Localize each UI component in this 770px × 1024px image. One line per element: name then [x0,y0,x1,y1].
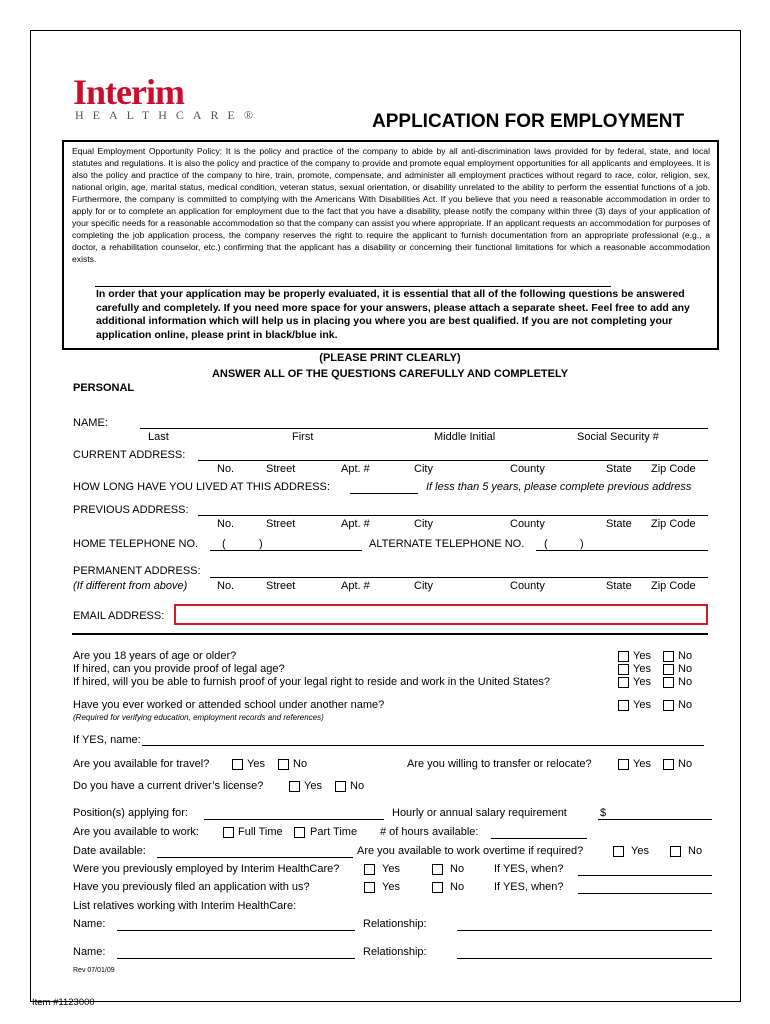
q-other-name-note: (Required for verifying education, employment records and references) [73,713,324,722]
q-relocate: Are you willing to transfer or relocate? [407,758,592,770]
q-travel: Are you available for travel? [73,758,210,770]
legal-right-yes-label: Yes [633,676,651,688]
date-available-input-line[interactable] [157,857,353,858]
relative-1-relationship-input-line[interactable] [457,930,712,931]
travel-no-checkbox[interactable] [278,759,289,770]
prev-filed-no-label: No [450,881,465,893]
current-apt-caption: Apt. # [341,463,370,475]
prev-filed-yes-checkbox[interactable] [364,882,375,893]
full-time-label: Full Time [238,826,283,838]
relocate-no-checkbox[interactable] [663,759,674,770]
revision-label: Rev 07/01/09 [73,967,115,974]
current-state-caption: State [606,463,632,475]
current-county-caption: County [510,463,545,475]
logo-wordmark: Interim [73,72,184,112]
legal-age-yes-label: Yes [633,663,651,675]
section-divider [72,633,708,635]
relocate-yes-label: Yes [633,758,651,770]
full-time-checkbox[interactable] [223,827,234,838]
age-yes-label: Yes [633,650,651,662]
age-no-label: No [678,650,693,662]
prev-employed-no-checkbox[interactable] [432,864,443,875]
part-time-checkbox[interactable] [294,827,305,838]
salary-label: Hourly or annual salary requirement [392,807,567,819]
print-clearly-heading: (PLEASE PRINT CLEARLY) [319,352,461,364]
previous-zip-caption: Zip Code [651,518,696,530]
page-title: APPLICATION FOR EMPLOYMENT [372,111,685,132]
hours-label: # of hours available: [380,826,479,838]
relatives-label: List relatives working with Interim HealthCare: [73,900,297,912]
name-middle-caption: Middle Initial [434,431,496,443]
relative-2-name-input-line[interactable] [117,958,355,959]
legal-right-no-label: No [678,676,693,688]
license-no-label: No [350,780,365,792]
previous-street-caption: Street [266,518,296,530]
alt-phone-paren-close: ) [580,538,584,550]
license-no-checkbox[interactable] [335,781,346,792]
answer-all-heading: ANSWER ALL OF THE QUESTIONS CAREFULLY AND COMPLETELY [211,368,569,380]
legal-age-no-checkbox[interactable] [663,664,674,675]
item-number: Item #1123000 [32,997,95,1008]
permanent-street-caption: Street [266,580,296,592]
prev-employed-when-input-line[interactable] [578,875,712,876]
permanent-apt-caption: Apt. # [341,580,370,592]
q-prev-filed: Have you previously filed an application with us? [73,881,310,893]
age-no-checkbox[interactable] [663,651,674,662]
position-input-line[interactable] [204,819,384,820]
previous-address-input-line[interactable] [198,515,708,516]
date-available-label: Date available: [73,845,146,857]
permanent-zip-caption: Zip Code [651,580,696,592]
part-time-label: Part Time [310,826,358,838]
travel-no-label: No [293,758,308,770]
relocate-no-label: No [678,758,693,770]
relative-1-name-label: Name: [73,918,106,930]
q-overtime: Are you available to work overtime if required? [357,845,584,857]
license-yes-checkbox[interactable] [289,781,300,792]
permanent-no-caption: No. [217,580,235,592]
q-age: Are you 18 years of age or older? [73,650,237,662]
q-other-name: Have you ever worked or attended school under another name? [73,699,385,711]
overtime-no-checkbox[interactable] [670,846,681,857]
prev-filed-yes-label: Yes [382,881,400,893]
personal-heading: PERSONAL [73,382,135,394]
name-first-caption: First [292,431,314,443]
current-city-caption: City [414,463,433,475]
permanent-address-label: PERMANENT ADDRESS: [73,565,201,577]
home-phone-paren-open: ( [222,538,226,550]
prev-employed-no-label: No [450,863,465,875]
permanent-state-caption: State [606,580,632,592]
relative-1-name-input-line[interactable] [117,930,355,931]
name-last-caption: Last [148,431,169,443]
eeo-policy-text: Equal Employment Opportunity Policy: It is the policy and practice of the company to abide by all anti-discrimination laws provided for by federal, state, and local statutes and regulations. It is also the policy and practice of the company to provide and promote equal employment opportunities for all applicants and employees. It is also the policy and practice of the company to hire, train, promote, compensate, and administer all employment practices without regard to race, color, religion, sex, national origin, age, marital status, medical condition, veteran status, sexual orientation, or disability unrelated to the ability to perform the essential functions of a job. Furthermore, the company is committed to complying with the Americans With Disabilities Act. If you believe that you need a reasonable accommodation in order to apply for or to complete an application for employment due to the fact that you have a disability, please notify the company within three (3) days of your application of your specific needs for a reasonable accommodation so that the company can assist you where appropriate. If an applicant requests an accommodation for purposes of completing the job application process, the company reserves the right to require the applicant to furnish documentation from an appropriate professional (e.g., a doctor, a rehabilitation counselor, etc.) confirming that the applicant has a disability or concerning their functional limitations for which a reasonable accommodation exists. [72,146,710,265]
prev-filed-when-input-line[interactable] [578,893,712,894]
q-prev-employed: Were you previously employed by Interim HealthCare? [73,863,340,875]
previous-state-caption: State [606,518,632,530]
available-work-label: Are you available to work: [73,826,199,838]
previous-no-caption: No. [217,518,235,530]
name-input-line[interactable] [140,428,708,429]
q-legal-right: If hired, will you be able to furnish proof of your legal right to reside and work in the United States? [73,676,550,688]
overtime-yes-checkbox[interactable] [613,846,624,857]
prev-filed-no-checkbox[interactable] [432,882,443,893]
email-input[interactable] [174,604,708,625]
if-yes-name-label: If YES, name: [73,734,141,746]
prev-employed-yes-checkbox[interactable] [364,864,375,875]
salary-dollar-sign: $ [600,807,607,819]
other-name-yes-label: Yes [633,699,651,711]
home-phone-input-line[interactable] [210,550,362,551]
prev-employed-when-label: If YES, when? [494,863,564,875]
alt-phone-label: ALTERNATE TELEPHONE NO. [369,538,525,550]
name-ssn-caption: Social Security # [577,431,659,443]
other-name-no-label: No [678,699,693,711]
license-yes-label: Yes [304,780,322,792]
age-yes-checkbox[interactable] [618,651,629,662]
permanent-county-caption: County [510,580,545,592]
current-zip-caption: Zip Code [651,463,696,475]
previous-address-label: PREVIOUS ADDRESS: [73,504,189,516]
legal-age-yes-checkbox[interactable] [618,664,629,675]
name-label: NAME: [73,417,108,429]
position-label: Position(s) applying for: [73,807,188,819]
relocate-yes-checkbox[interactable] [618,759,629,770]
if-less-note: If less than 5 years, please complete previous address [426,481,692,493]
relative-2-relationship-label: Relationship: [363,946,427,958]
previous-county-caption: County [510,518,545,530]
how-long-input-line[interactable] [350,493,418,494]
hours-input-line[interactable] [491,838,587,839]
prev-filed-when-label: If YES, when? [494,881,564,893]
policy-divider [95,286,611,287]
legal-right-yes-checkbox[interactable] [618,677,629,688]
relative-2-relationship-input-line[interactable] [457,958,712,959]
company-logo [73,72,263,126]
permanent-address-input-line[interactable] [210,577,708,578]
q-legal-age: If hired, can you provide proof of legal age? [73,663,285,675]
how-long-label: HOW LONG HAVE YOU LIVED AT THIS ADDRESS: [73,481,330,493]
relative-1-relationship-label: Relationship: [363,918,427,930]
email-label: EMAIL ADDRESS: [73,610,165,622]
prev-employed-yes-label: Yes [382,863,400,875]
if-different-note: (If different from above) [73,580,188,592]
overtime-yes-label: Yes [631,845,649,857]
overtime-no-label: No [688,845,703,857]
current-street-caption: Street [266,463,296,475]
current-address-input-line[interactable] [198,460,708,461]
home-phone-paren-close: ) [259,538,263,550]
legal-right-no-checkbox[interactable] [663,677,674,688]
travel-yes-checkbox[interactable] [232,759,243,770]
previous-apt-caption: Apt. # [341,518,370,530]
q-license: Do you have a current driver’s license? [73,780,264,792]
current-no-caption: No. [217,463,235,475]
instructions-text: In order that your application may be properly evaluated, it is essential that all of the following questions be answered carefully and completely. If you need more space for your answers, please attach a separate sheet. Feel free to add any additional information which will help us in placing you where you are best qualified. If you are not completing your application online, please print in black/blue ink. [96,288,690,341]
alt-phone-paren-open: ( [544,538,548,550]
relative-2-name-label: Name: [73,946,106,958]
salary-input-line[interactable] [598,819,712,820]
alt-phone-input-line[interactable] [536,550,708,551]
if-yes-name-input-line[interactable] [142,745,704,746]
other-name-no-checkbox[interactable] [663,700,674,711]
current-address-label: CURRENT ADDRESS: [73,449,186,461]
travel-yes-label: Yes [247,758,265,770]
other-name-yes-checkbox[interactable] [618,700,629,711]
logo-subtitle: HEALTHCARE® [75,108,263,122]
previous-city-caption: City [414,518,433,530]
home-phone-label: HOME TELEPHONE NO. [73,538,199,550]
legal-age-no-label: No [678,663,693,675]
permanent-city-caption: City [414,580,433,592]
